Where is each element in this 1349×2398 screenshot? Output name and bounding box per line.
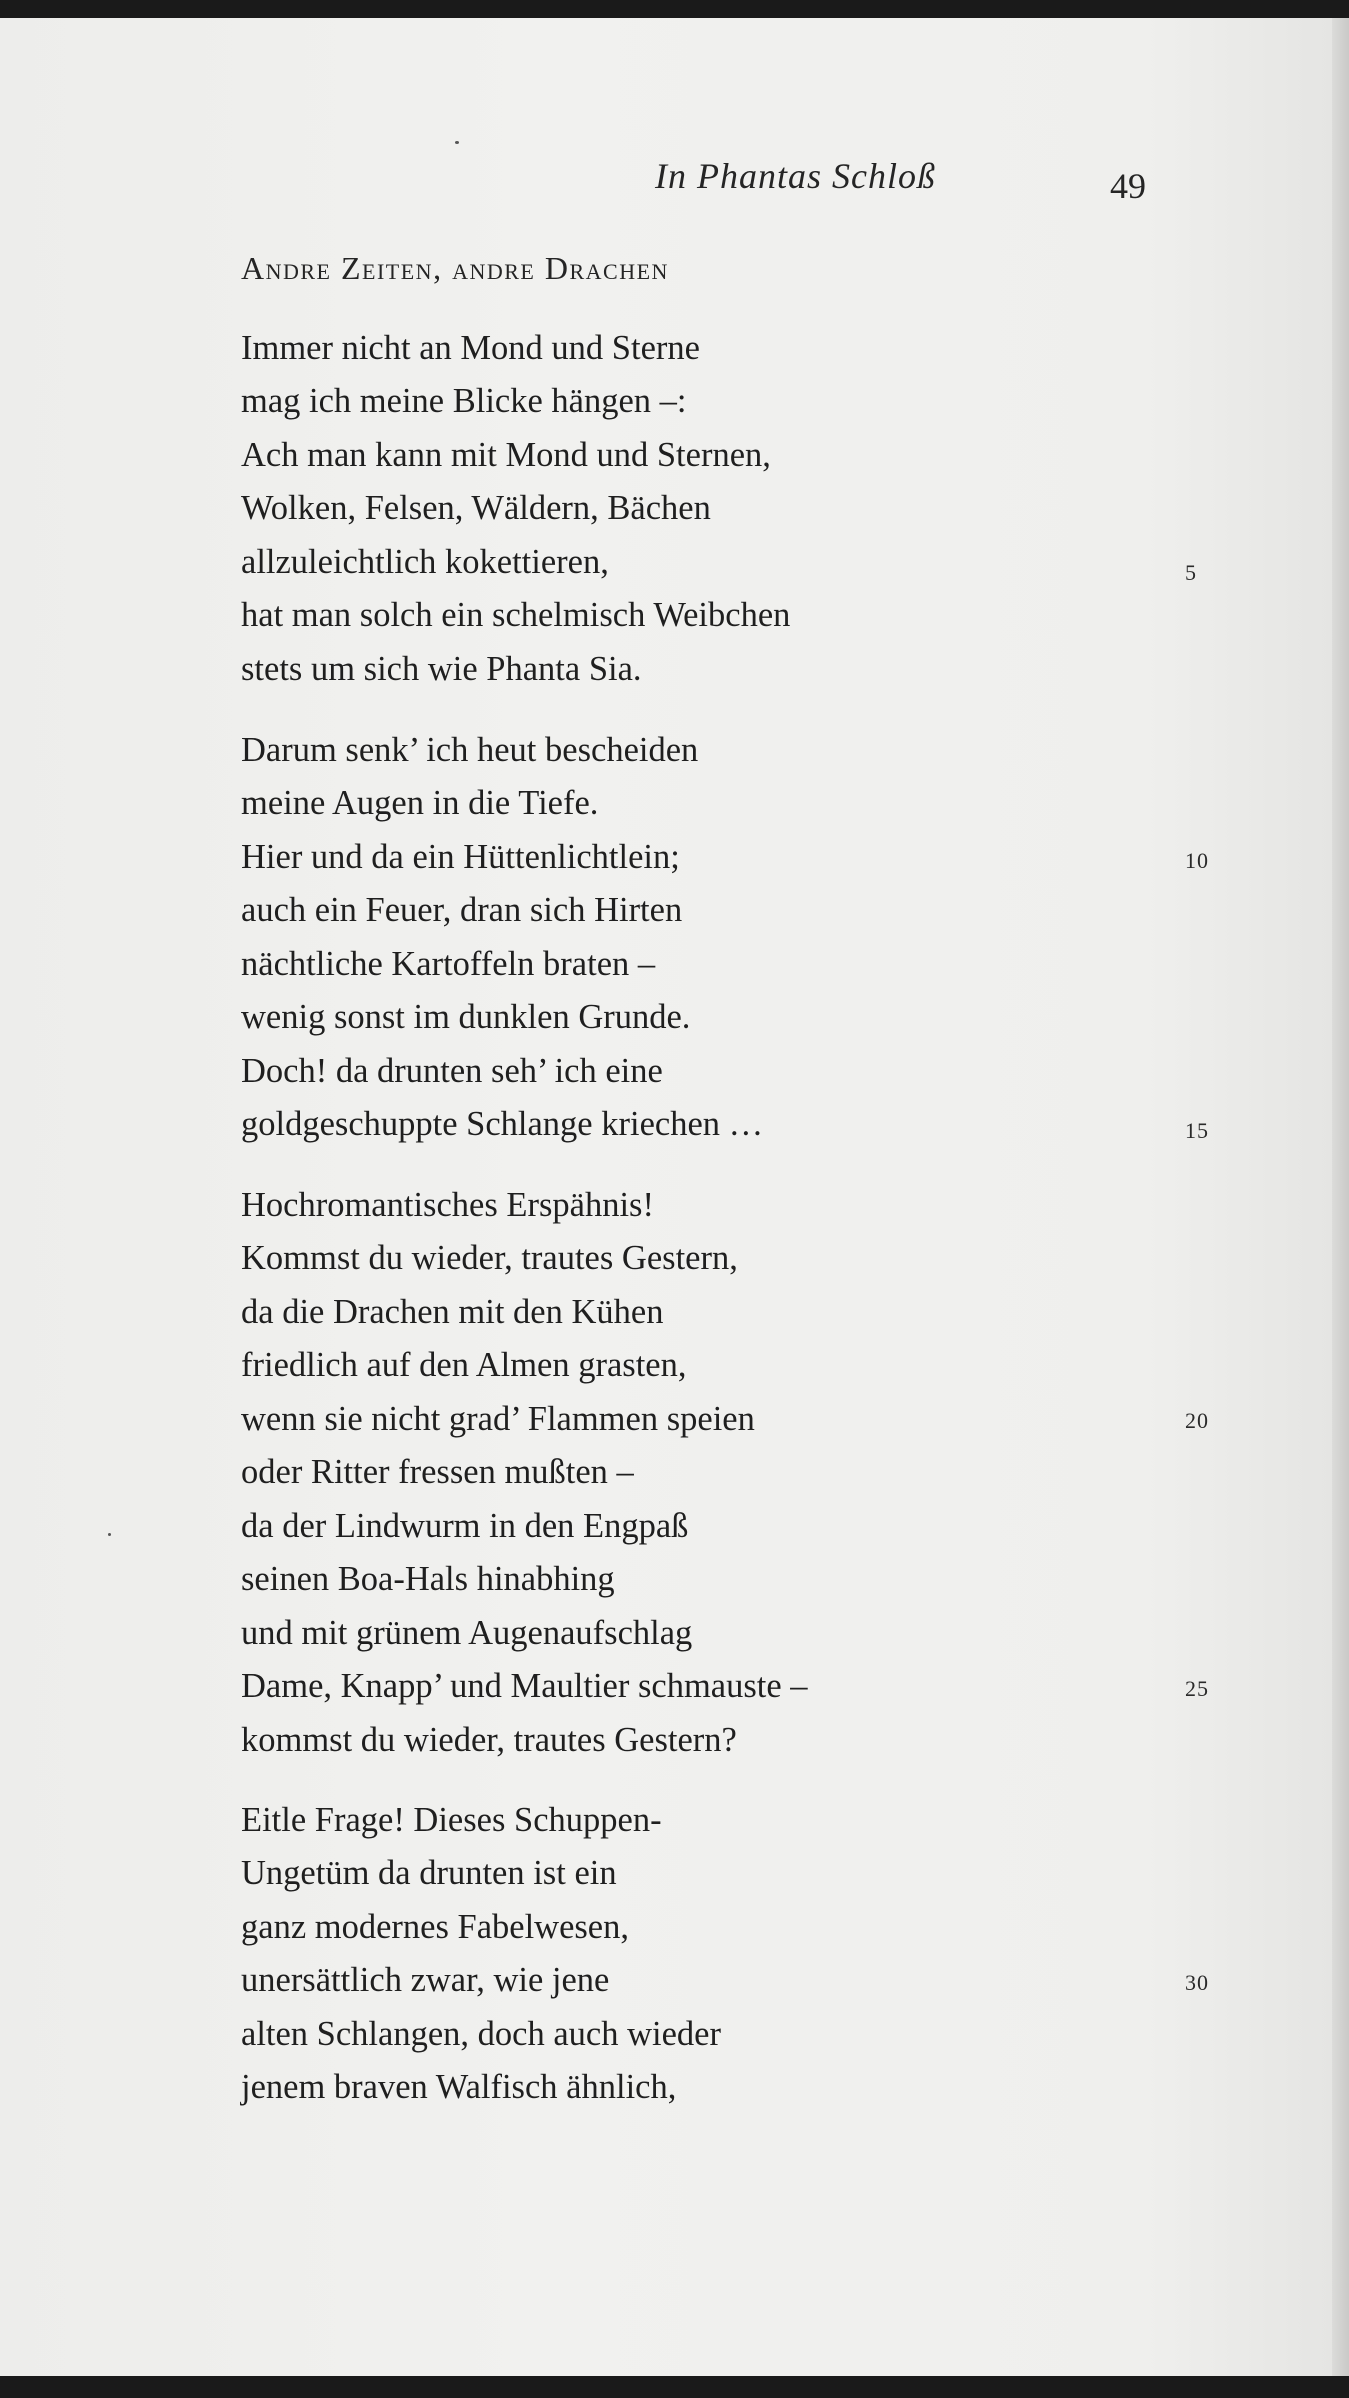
poem-line: alten Schlangen, doch auch wieder xyxy=(241,2015,721,2053)
line-number: 10 xyxy=(1185,848,1209,873)
dust-speck xyxy=(455,141,459,144)
line-number: 5 xyxy=(1185,560,1197,585)
poem-line: stets um sich wie Phanta Sia. xyxy=(241,650,642,688)
poem-line: Darum senk’ ich heut bescheiden xyxy=(241,731,699,769)
poem-line: hat man solch ein schelmisch Weibchen xyxy=(241,596,791,634)
poem-line: Ach man kann mit Mond und Sternen, xyxy=(241,436,771,474)
line-number: 15 xyxy=(1185,1118,1209,1143)
poem-line: goldgeschuppte Schlange kriechen … xyxy=(241,1105,764,1143)
poem-line: Dame, Knapp’ und Maultier schmauste – xyxy=(241,1667,808,1705)
poem-line: Hochromantisches Erspähnis! xyxy=(241,1186,654,1224)
poem-line: Kommst du wieder, trautes Gestern, xyxy=(241,1239,738,1277)
poem-line: Eitle Frage! Dieses Schuppen- xyxy=(241,1801,662,1839)
poem-line: Wolken, Felsen, Wäldern, Bächen xyxy=(241,489,711,527)
line-number: 30 xyxy=(1185,1970,1209,1995)
running-title: In Phantas Schloß xyxy=(655,156,936,196)
poem-line: wenn sie nicht grad’ Flammen speien xyxy=(241,1400,755,1438)
poem-line: unersättlich zwar, wie jene xyxy=(241,1961,610,1999)
page-edge-shadow xyxy=(1332,18,1349,2376)
poem-line: nächtliche Kartoffeln braten – xyxy=(241,945,656,983)
line-number: 20 xyxy=(1185,1408,1209,1433)
poem-line: meine Augen in die Tiefe. xyxy=(241,784,599,822)
dust-speck xyxy=(108,1533,111,1536)
poem-line: da der Lindwurm in den Engpaß xyxy=(241,1507,689,1545)
poem-line: und mit grünem Augenaufschlag xyxy=(241,1614,693,1652)
poem-line: Doch! da drunten seh’ ich eine xyxy=(241,1052,663,1090)
poem-line: Hier und da ein Hüttenlichtlein; xyxy=(241,838,680,876)
poem-line: oder Ritter fressen mußten – xyxy=(241,1453,634,1491)
page-number: 49 xyxy=(1110,166,1146,206)
poem-title: Andre Zeiten, andre Drachen xyxy=(241,250,669,286)
scan-border-top xyxy=(0,0,1349,18)
poem-line: seinen Boa-Hals hinabhing xyxy=(241,1560,615,1598)
poem-line: allzuleichtlich kokettieren, xyxy=(241,543,609,581)
poem-line: kommst du wieder, trautes Gestern? xyxy=(241,1721,737,1759)
poem-line: ganz modernes Fabelwesen, xyxy=(241,1908,629,1946)
poem-line: auch ein Feuer, dran sich Hirten xyxy=(241,891,683,929)
poem-line: jenem braven Walfisch ähnlich, xyxy=(241,2068,677,2106)
poem-line: Ungetüm da drunten ist ein xyxy=(241,1854,617,1892)
line-number: 25 xyxy=(1185,1676,1209,1701)
poem-line: wenig sonst im dunklen Grunde. xyxy=(241,998,691,1036)
scan-border-bottom xyxy=(0,2376,1349,2398)
poem-line: Immer nicht an Mond und Sterne xyxy=(241,329,700,367)
poem-line: mag ich meine Blicke hängen –: xyxy=(241,382,687,420)
poem-line: da die Drachen mit den Kühen xyxy=(241,1293,664,1331)
poem-line: friedlich auf den Almen grasten, xyxy=(241,1346,687,1384)
